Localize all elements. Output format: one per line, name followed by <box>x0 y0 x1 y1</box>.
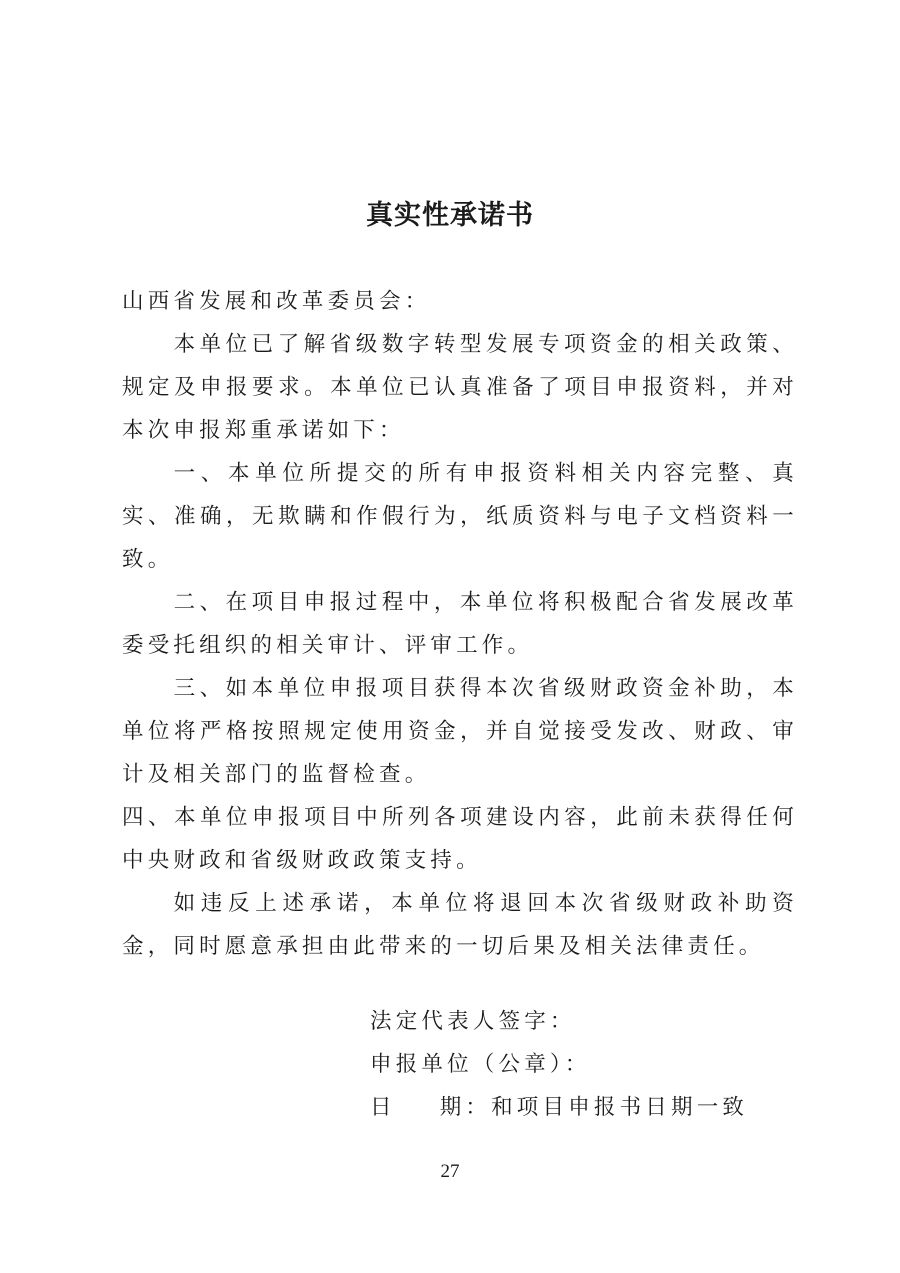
page-number: 27 <box>440 1161 460 1182</box>
paragraph-commitment-4: 四、本单位申报项目中所列各项建设内容，此前未获得任何中央财政和省级财政政策支持。 <box>122 805 798 873</box>
document-title: 真实性承诺书 <box>366 200 534 231</box>
date-label-first: 日 <box>370 1095 396 1120</box>
paragraph-commitment-1: 一、本单位所提交的所有申报资料相关内容完整、真实、准确，无欺瞒和作假行为，纸质资料与电子文档资料一致。 <box>122 461 798 572</box>
date-line <box>370 1086 748 1129</box>
date-value: 和项目申报书日期一致 <box>491 1095 749 1120</box>
date-label-second: 期： <box>439 1095 492 1120</box>
paragraph-closing: 如违反上述承诺，本单位将退回本次省级财政补助资金，同时愿意承担由此带来的一切后果及相关法律责任。 <box>122 891 798 959</box>
paragraph-intro: 本单位已了解省级数字转型发展专项资金的相关政策、规定及申报要求。本单位已认真准备了项目申报资料，并对本次申报郑重承诺如下： <box>122 332 798 443</box>
document-body <box>122 280 798 968</box>
signature-block <box>370 1000 748 1129</box>
addressee: 山西省发展和改革委员会： <box>122 289 431 314</box>
paragraph-commitment-2: 二、在项目申报过程中，本单位将积极配合省发展改革委受托组织的相关审计、评审工作。 <box>122 590 798 658</box>
paragraph-commitment-3: 三、如本单位申报项目获得本次省级财政资金补助，本单位将严格按照规定使用资金，并自觉接受发改、财政、审计及相关部门的监督检查。 <box>122 676 798 787</box>
representative-signature-label: 法定代表人签字： <box>370 1009 576 1034</box>
unit-seal-label: 申报单位（公章）： <box>370 1052 591 1077</box>
